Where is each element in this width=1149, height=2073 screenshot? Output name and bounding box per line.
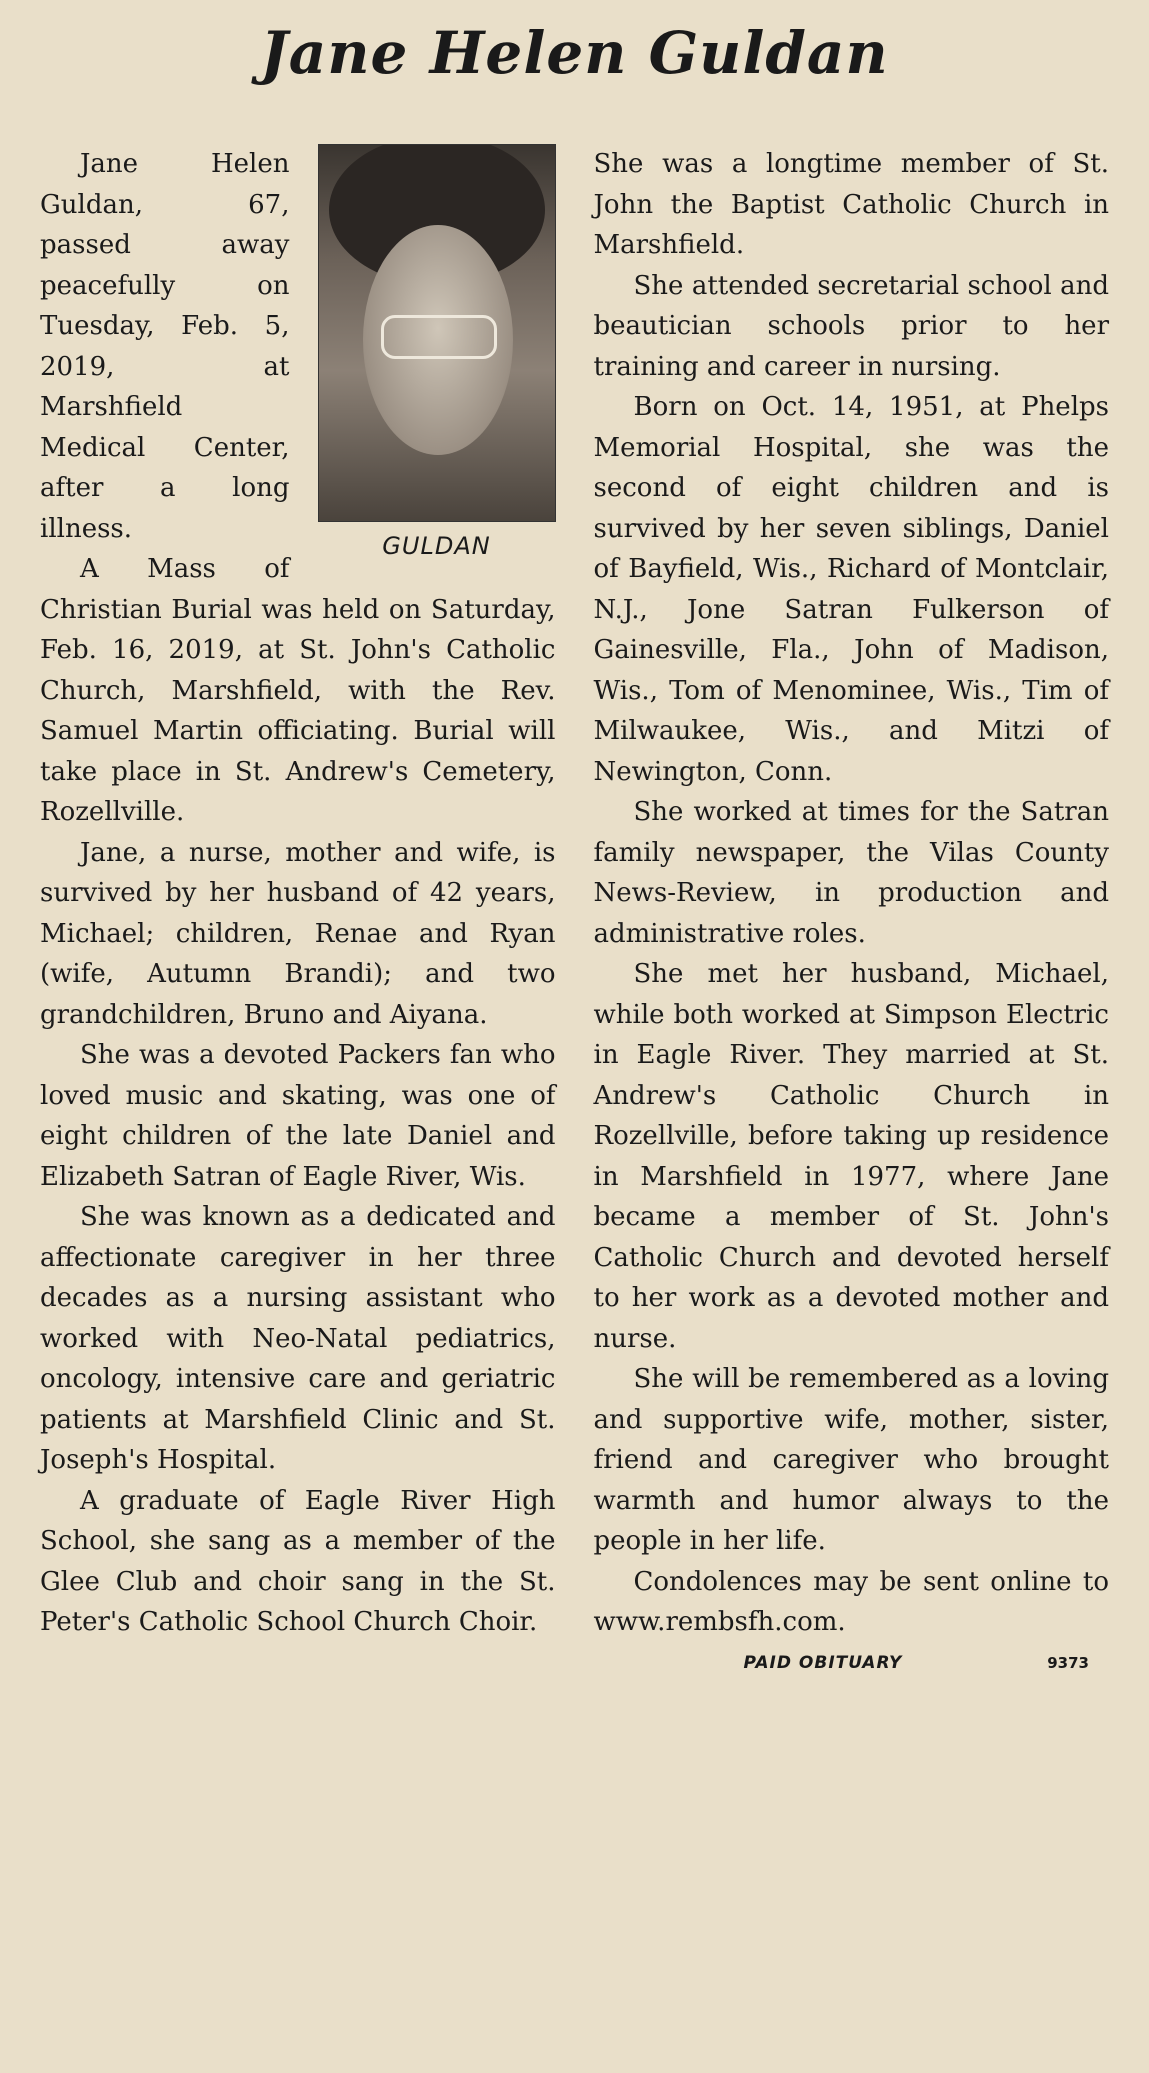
paragraph: She will be remembered as a loving and supportive wife, mother, sister, friend and caregiver who brought warmth and humor always to the people in her life. [593, 1364, 1109, 1556]
paragraph: Jane Helen Guldan, 67, passed away peacefully on Tuesday, Feb. 5, 2019, at Marshfield Medical Center, after a long illness. [40, 149, 290, 544]
left-column [40, 144, 556, 1673]
paragraph: Born on Oct. 14, 1951, at Phelps Memorial Hospital, she was the second of eight children and is survived by her seven siblings, Daniel of Bayfield, Wis., Richard of Montclair, N.J., Jone Satran Fulkerson of Gainesville, Fla., John of Madison, Wis., Tom of Menominee, Wis., Tim of Milwaukee, Wis., and Mitzi of Newington, Conn. [593, 392, 1109, 787]
paragraph: Condolences may be sent online to www.rembsfh.com. [593, 1566, 1109, 1637]
paragraph: She worked at times for the Satran family newspaper, the Vilas County News-Review, in production and administrative roles. [593, 797, 1109, 949]
paragraph: Jane, a nurse, mother and wife, is survived by her husband of 42 years, Michael; children, Renae and Ryan (wife, Autumn Brandi); and two grandchildren, Bruno and Aiyana. [40, 837, 556, 1030]
paragraph: She met her husband, Michael, while both worked at Simpson Electric in Eagle River. They married at St. Andrew's Catholic Church in Rozellville, before taking up residence in Marshfield in 1977, where Jane became a member of St. John's Catholic Church and devoted herself to her work as a devoted mother and nurse. [593, 959, 1109, 1354]
paid-obituary-label: PAID OBITUARY [743, 1652, 903, 1673]
photo-caption: GULDAN [382, 532, 491, 560]
paragraph: She was a devoted Packers fan who loved music and skating, was one of eight children of the late Daniel and Elizabeth Satran of Eagle River, Wis. [40, 1040, 556, 1192]
paragraph: A graduate of Eagle River High School, she sang as a member of the Glee Club and choir sang in the St. Peter's Catholic School Church Choir. [40, 1485, 556, 1637]
headline: Jane Helen Guldan [260, 19, 889, 87]
photo-block [318, 144, 556, 560]
right-column [594, 144, 1110, 1673]
paragraph: She attended secretarial school and beautician schools prior to her training and career in nursing. [593, 270, 1109, 382]
paragraph: She was a longtime member of St. John the Baptist Catholic Church in Marshfield. [593, 149, 1109, 260]
paragraph: She was known as a dedicated and affectionate caregiver in her three decades as a nursing assistant who worked with Neo-Natal pediatrics, oncology, intensive care and geriatric patients at Marshfield Clinic and St. Joseph's Hospital. [40, 1202, 556, 1475]
obituary-footer [594, 1653, 1110, 1673]
columns [28, 144, 1121, 1673]
portrait-glasses [381, 315, 497, 359]
paragraph: A Mass of Christian Burial was held on Saturday, Feb. 16, 2019, at St. John's Catholic Church, Marshfield, with the Rev. Samuel Martin officiating. Burial will take place in St. Andrew's Cemetery, Rozellville. [40, 554, 556, 827]
ad-code: 9373 [1047, 1653, 1089, 1672]
portrait-photo [318, 144, 556, 522]
